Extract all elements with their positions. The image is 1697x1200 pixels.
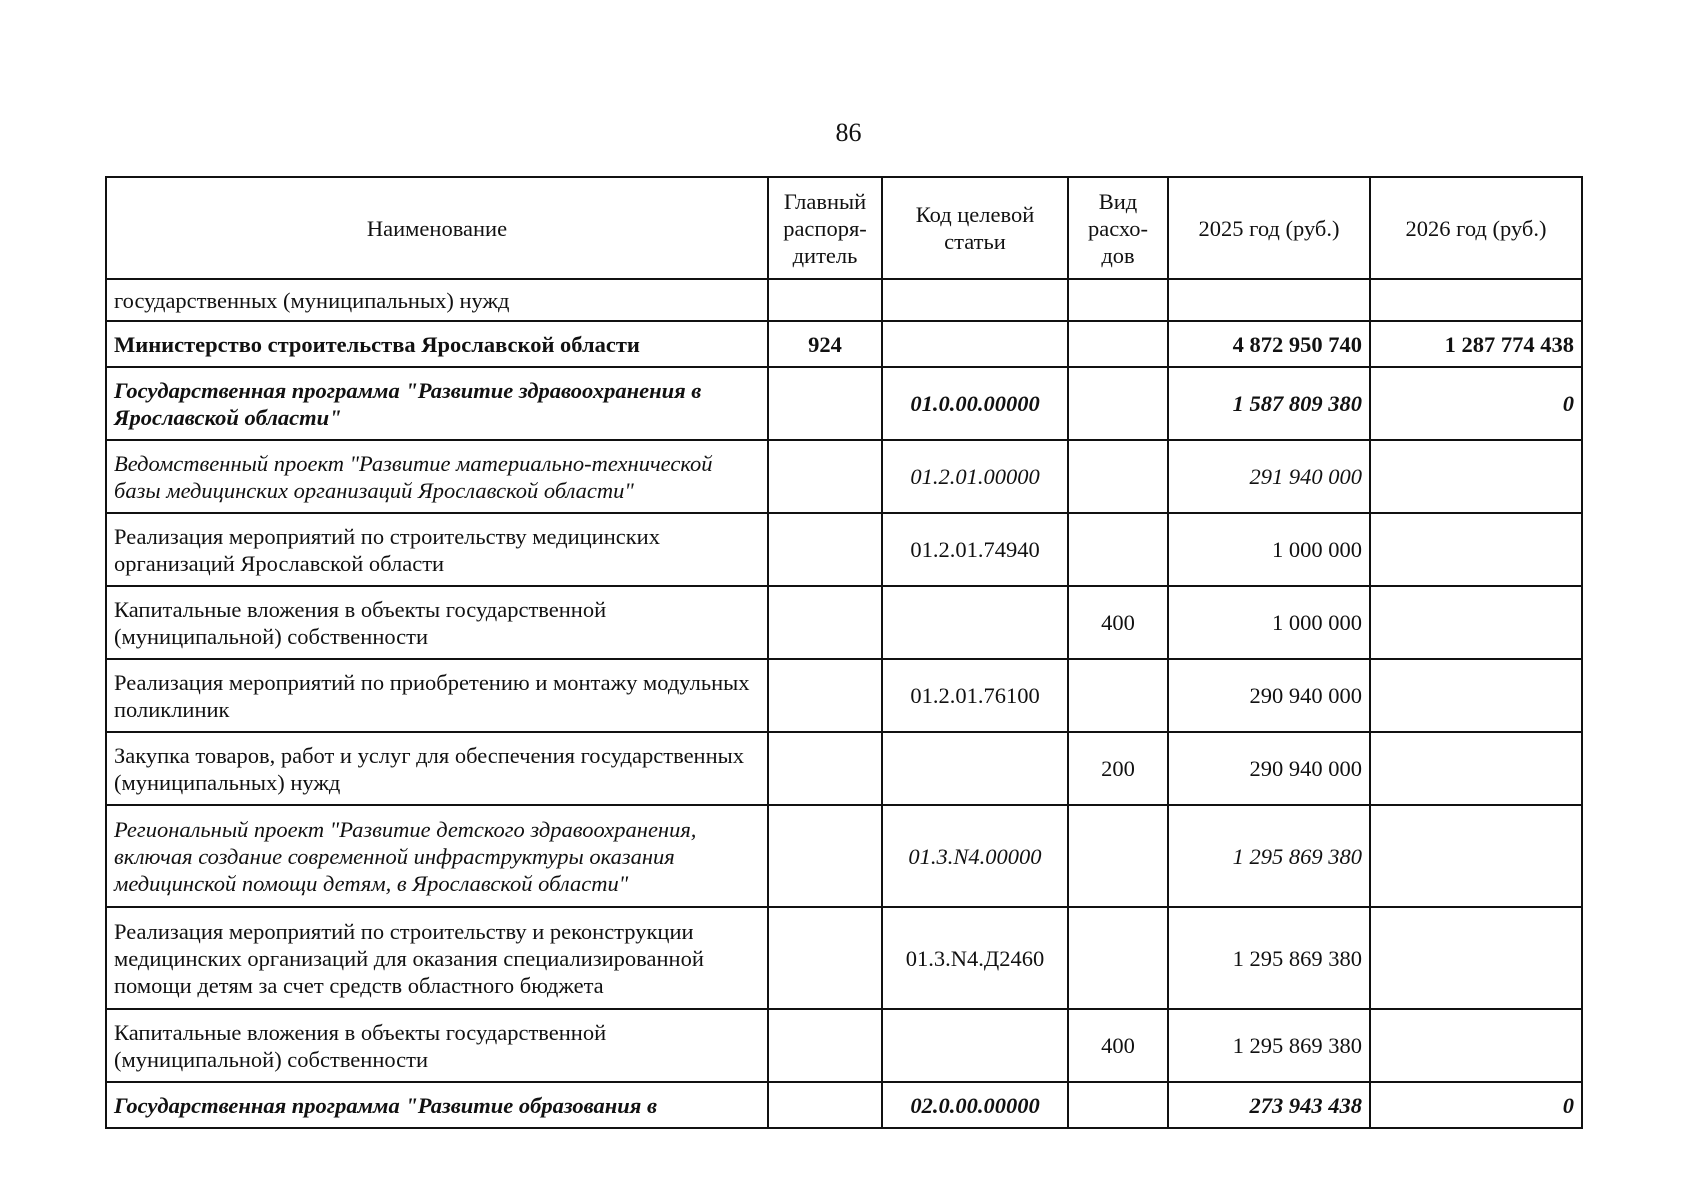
cell-type [1068,440,1168,513]
cell-code: 02.0.00.00000 [882,1082,1068,1128]
cell-type [1068,367,1168,440]
cell-manager: 924 [768,321,882,367]
cell-name: Капитальные вложения в объекты государственной (муниципальной) собственности [106,586,768,659]
cell-code: 01.3.N4.00000 [882,805,1068,907]
cell-manager [768,586,882,659]
cell-manager [768,732,882,805]
cell-2025: 1 587 809 380 [1168,367,1370,440]
cell-type [1068,805,1168,907]
cell-type [1068,659,1168,732]
cell-code: 01.0.00.00000 [882,367,1068,440]
cell-type [1068,321,1168,367]
table-row [106,440,1582,513]
cell-name: Министерство строительства Ярославской области [106,321,768,367]
cell-code [882,321,1068,367]
cell-2026: 0 [1370,1082,1582,1128]
cell-type: 400 [1068,586,1168,659]
cell-type: 400 [1068,1009,1168,1082]
budget-table [105,176,1583,1129]
cell-2025: 1 295 869 380 [1168,907,1370,1009]
cell-2026 [1370,659,1582,732]
header-name: Наименование [106,177,768,279]
cell-manager [768,367,882,440]
cell-name: Реализация мероприятий по приобретению и монтажу модульных поликлиник [106,659,768,732]
cell-manager [768,279,882,321]
cell-name: Ведомственный проект "Развитие материально-технической базы медицинских организаций Ярославской области" [106,440,768,513]
header-expense-type: Вид расхо-дов [1068,177,1168,279]
cell-code [882,279,1068,321]
header-year-2025: 2025 год (руб.) [1168,177,1370,279]
cell-2025: 4 872 950 740 [1168,321,1370,367]
table-row [106,805,1582,907]
cell-code: 01.2.01.74940 [882,513,1068,586]
table-row [106,1009,1582,1082]
cell-2026: 1 287 774 438 [1370,321,1582,367]
table-row [106,907,1582,1009]
cell-code: 01.2.01.00000 [882,440,1068,513]
page-number: 86 [835,118,862,147]
header-manager: Главный распоря-дитель [768,177,882,279]
cell-name: Реализация мероприятий по строительству медицинских организаций Ярославской области [106,513,768,586]
table-body [106,279,1582,1128]
table-row [106,659,1582,732]
cell-2025: 273 943 438 [1168,1082,1370,1128]
cell-2025: 290 940 000 [1168,659,1370,732]
cell-2025: 291 940 000 [1168,440,1370,513]
cell-2025: 1 000 000 [1168,586,1370,659]
cell-type [1068,1082,1168,1128]
table-row [106,513,1582,586]
cell-name: Государственная программа "Развитие образования в [106,1082,768,1128]
cell-2026: 0 [1370,367,1582,440]
cell-code: 01.3.N4.Д2460 [882,907,1068,1009]
header-target-code: Код целевой статьи [882,177,1068,279]
cell-2025: 1 295 869 380 [1168,805,1370,907]
cell-code [882,1009,1068,1082]
table-row [106,279,1582,321]
cell-2026 [1370,732,1582,805]
cell-2025 [1168,279,1370,321]
cell-manager [768,513,882,586]
cell-name: Реализация мероприятий по строительству и реконструкции медицинских организаций для оказания специализированной помощи детям за счет средств областного бюджета [106,907,768,1009]
table-row [106,367,1582,440]
cell-2026 [1370,586,1582,659]
cell-2026 [1370,907,1582,1009]
cell-code: 01.2.01.76100 [882,659,1068,732]
table-row [106,732,1582,805]
cell-manager [768,907,882,1009]
cell-code [882,732,1068,805]
cell-2026 [1370,440,1582,513]
cell-name: государственных (муниципальных) нужд [106,279,768,321]
cell-name: Региональный проект "Развитие детского здравоохранения, включая создание современной инфраструктуры оказания медицинской помощи детям, в Ярославской области" [106,805,768,907]
cell-code [882,586,1068,659]
cell-name: Закупка товаров, работ и услуг для обеспечения государственных (муниципальных) нужд [106,732,768,805]
cell-type [1068,279,1168,321]
table-row [106,321,1582,367]
cell-2026 [1370,805,1582,907]
cell-name: Капитальные вложения в объекты государственной (муниципальной) собственности [106,1009,768,1082]
cell-type [1068,513,1168,586]
cell-2025: 290 940 000 [1168,732,1370,805]
cell-manager [768,805,882,907]
cell-2025: 1 295 869 380 [1168,1009,1370,1082]
cell-manager [768,440,882,513]
cell-name: Государственная программа "Развитие здравоохранения в Ярославской области" [106,367,768,440]
header-year-2026: 2026 год (руб.) [1370,177,1582,279]
cell-2026 [1370,513,1582,586]
cell-manager [768,1082,882,1128]
cell-2025: 1 000 000 [1168,513,1370,586]
cell-manager [768,1009,882,1082]
table-row [106,586,1582,659]
table-row [106,1082,1582,1128]
cell-type: 200 [1068,732,1168,805]
cell-type [1068,907,1168,1009]
table-header [106,177,1582,279]
cell-manager [768,659,882,732]
cell-2026 [1370,279,1582,321]
cell-2026 [1370,1009,1582,1082]
